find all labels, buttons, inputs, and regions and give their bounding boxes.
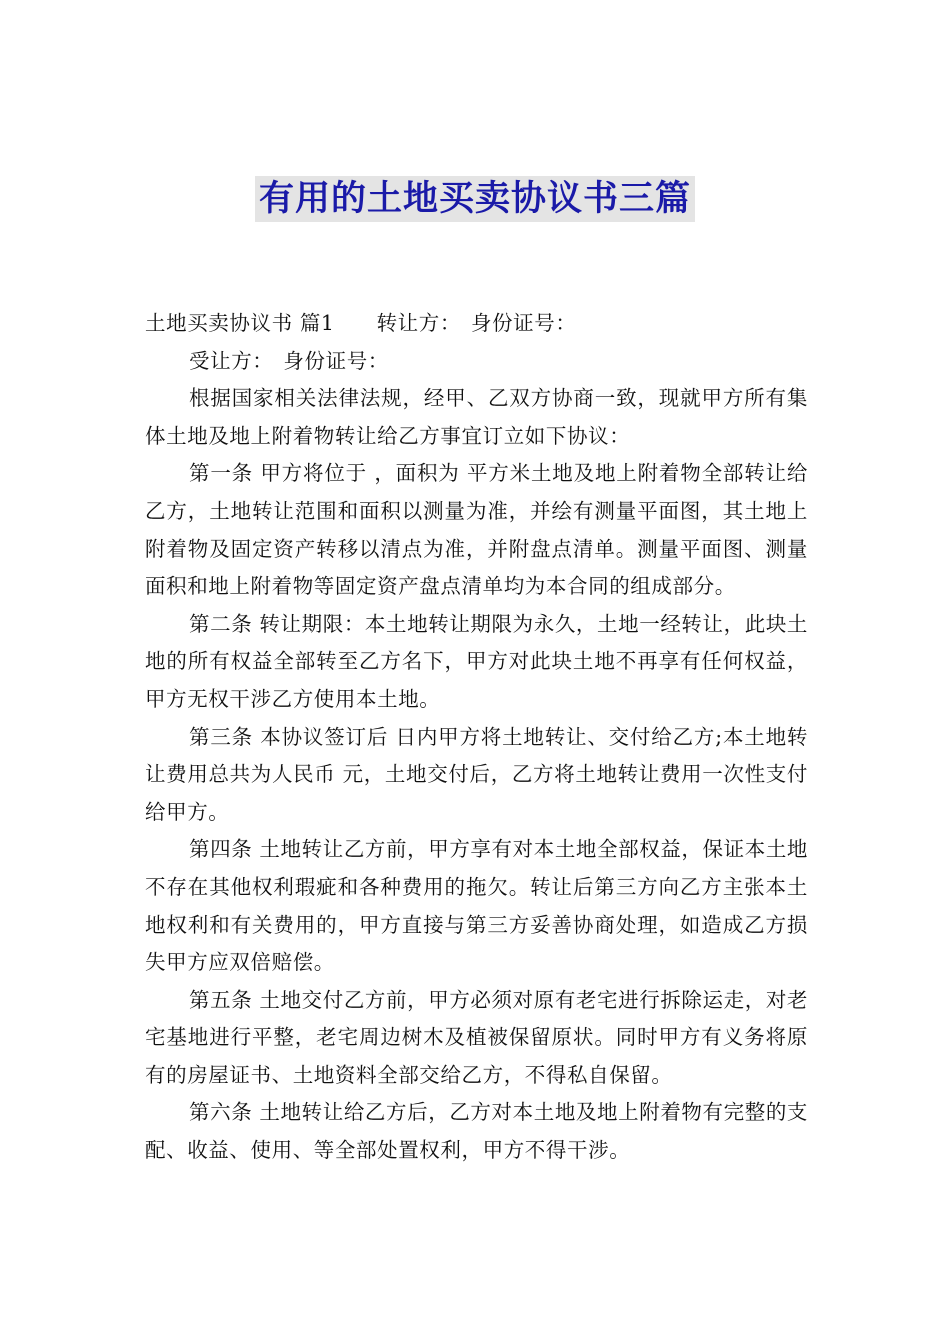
paragraph-article-4: 第四条 土地转让乙方前，甲方享有对本土地全部权益，保证本土地不存在其他权利瑕疵和各种费用的拖欠。转让后第三方向乙方主张本土地权利和有关费用的，甲方直接与第三方妥善协商处理，如造成乙方损失甲方应双倍赔偿。 bbox=[145, 837, 809, 975]
paragraph-preamble: 根据国家相关法律法规，经甲、乙双方协商一致，现就甲方所有集体土地及地上附着物转让给乙方事宜订立如下协议： bbox=[145, 386, 808, 448]
paragraph-article-5: 第五条 土地交付乙方前，甲方必须对原有老宅进行拆除运走，对老宅基地进行平整，老宅周边树木及植被保留原状。同时甲方有义务将原有的房屋证书、土地资料全部交给乙方，不得私自保留。 bbox=[145, 987, 809, 1087]
transferor-label: 转让方： bbox=[376, 311, 461, 335]
paragraph-article-1: 第一条 甲方将位于 ，面积为 平方米土地及地上附着物全部转让给乙方，土地转让范围和面积以测量为准，并绘有测量平面图，其土地上附着物及固定资产转移以清点为准，并附盘点清单。测量平面图、测量面积和地上附着物等固定资产盘点清单均为本合同的组成部分。 bbox=[145, 461, 808, 599]
paragraph-article-2: 第二条 转让期限：本土地转让期限为永久，土地一经转让，此块土地的所有权益全部转至乙方名下，甲方对此块土地不再享有任何权益，甲方无权干涉乙方使用本土地。 bbox=[145, 611, 809, 711]
header-line bbox=[145, 305, 808, 343]
transferee-line bbox=[145, 343, 808, 381]
transferor-id-label: 身份证号： bbox=[470, 311, 577, 335]
section-heading: 土地买卖协议书 篇1 bbox=[145, 311, 335, 335]
transferee-id-label: 身份证号： bbox=[283, 348, 389, 373]
document-title: 有用的土地买卖协议书三篇 bbox=[255, 176, 695, 222]
paragraph-article-6: 第六条 土地转让给乙方后，乙方对本土地及地上附着物有完整的支配、收益、使用、等全部处置权利，甲方不得干涉。 bbox=[145, 1100, 809, 1163]
document-body bbox=[145, 305, 808, 1170]
title-block bbox=[0, 176, 950, 222]
transferee-label: 受让方： bbox=[189, 348, 274, 373]
paragraph-article-3: 第三条 本协议签订后 日内甲方将土地转让、交付给乙方;本土地转让费用总共为人民币 元，土地交付后，乙方将土地转让费用一次性支付给甲方。 bbox=[145, 724, 808, 824]
